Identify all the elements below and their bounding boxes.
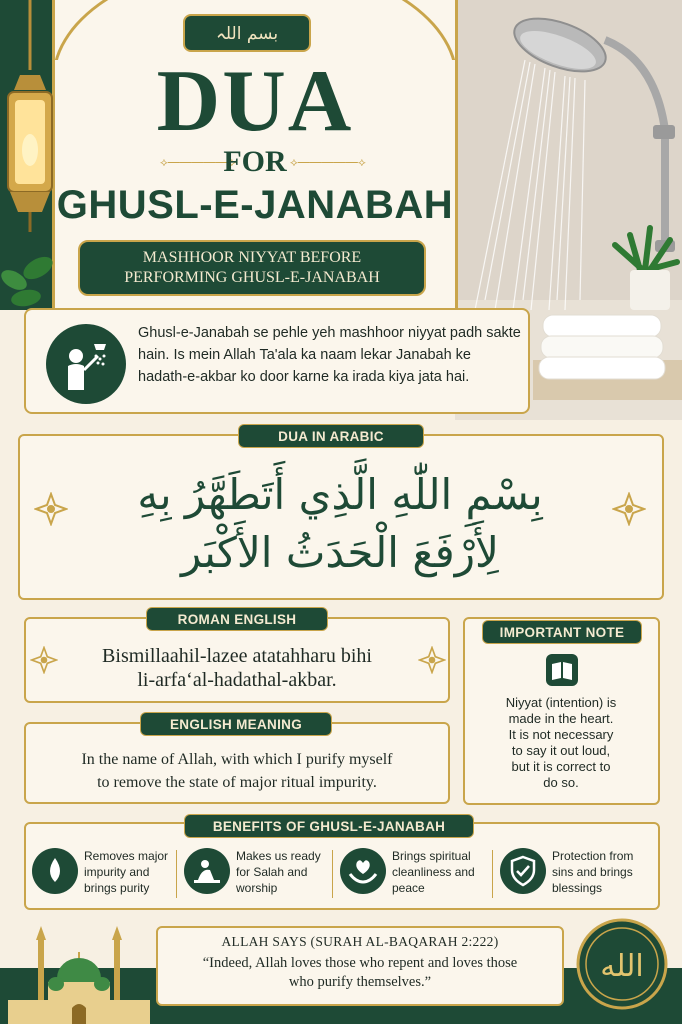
mosque-icon [8,922,150,1024]
divider [492,850,493,898]
benefit-line: brings purity [84,881,150,895]
benefit-line: peace [392,881,425,895]
title-for: FOR [223,145,287,178]
page-title: DUA [156,53,354,150]
quote-heading: ALLAH SAYS (SURAH AL-BAQARAH 2:222) [221,934,499,949]
lantern-icon [0,0,60,240]
ornament-left-icon: ⟡━━━━━⟡ [160,155,236,169]
note-line: It is not necessary [508,727,614,742]
seal-text: الله [600,949,644,984]
roman-label: ROMAN ENGLISH [146,607,328,631]
book-icon [546,654,578,686]
arabic-line-2: لِأَرْفَعَ الْحَدَثُ الأَكْبَر [181,528,499,577]
divider [332,850,333,898]
meaning-text [36,748,438,794]
divider [176,850,177,898]
arabic-label: DUA IN ARABIC [238,424,424,448]
meaning-label: ENGLISH MEANING [140,712,332,736]
roman-text [60,644,414,692]
benefit-line: cleanliness and [392,865,475,879]
intro-text: Ghusl-e-Janabah se pehle yeh mashhoor niyyat padh sakte hain. Is mein Allah Ta'ala ka naam lekar Janabah ke hadath-e-akbar ko door karne ka irada kiya jata hai. [138,325,521,385]
star-ornament-icon [612,492,646,526]
benefit-line: Brings spiritual [392,849,471,863]
shield-check-icon [500,848,546,894]
meaning-line-2: to remove the state of major ritual impurity. [97,774,377,791]
roman-line-1: Bismillaahil-lazee atatahharu bihi [102,645,372,667]
note-label: IMPORTANT NOTE [482,620,642,644]
bismillah-badge: بسم اللہ [183,14,311,52]
arabic-line-1: بِسْمِ اللّٰهِ الَّذِي أَتَطَهَّرُ بِهِ [137,470,543,519]
benefit-item [184,848,324,900]
note-line: made in the heart. [508,711,614,726]
quote-line-2: who purify themselves.” [288,974,432,990]
star-ornament-icon [30,646,58,674]
note-line: but it is correct to [511,759,611,774]
benefit-line: for Salah and [236,865,308,879]
quote-text [166,954,554,992]
benefit-line: Removes major [84,849,169,863]
benefit-item [32,848,172,900]
intro-card [24,308,530,414]
benefits-label: BENEFITS OF GHUSL-E-JANABAH [184,814,474,838]
benefit-item [340,848,490,900]
benefit-line: Protection from [552,849,634,863]
allah-calligraphy-seal [576,918,668,1010]
benefit-line: blessings [552,881,603,895]
quote-line-1: “Indeed, Allah loves those who repent and loves those [202,955,518,971]
benefit-line: impurity and [84,865,150,879]
prayer-icon [184,848,230,894]
note-line: Niyyat (intention) is [505,695,617,710]
benefit-line: sins and brings [552,865,633,879]
subtitle-banner [78,240,426,296]
note-line: to say it out loud, [511,743,611,758]
ornament-right-icon: ⟡━━━━━⟡ [290,155,366,169]
benefit-line: worship [236,881,278,895]
title-topic: GHUSL-E-JANABAH [56,183,454,227]
roman-line-2: li-arfa‘al-hadathal-akbar. [137,669,337,691]
person-shower-icon [46,324,126,404]
arabic-dua [90,466,590,582]
heart-hands-icon [340,848,386,894]
subtitle-line-1: MASHHOOR NIYYAT BEFORE [142,249,362,266]
water-drop-icon [32,848,78,894]
star-ornament-icon [418,646,446,674]
benefit-item [500,848,650,900]
note-text [478,695,644,791]
meaning-line-1: In the name of Allah, with which I purify myself [81,751,393,768]
benefit-line: Makes us ready [236,849,321,863]
leaf-icon [0,250,56,310]
star-ornament-icon [34,492,68,526]
note-line: do so. [543,775,579,790]
subtitle-line-2: PERFORMING GHUSL-E-JANABAH [124,269,380,286]
